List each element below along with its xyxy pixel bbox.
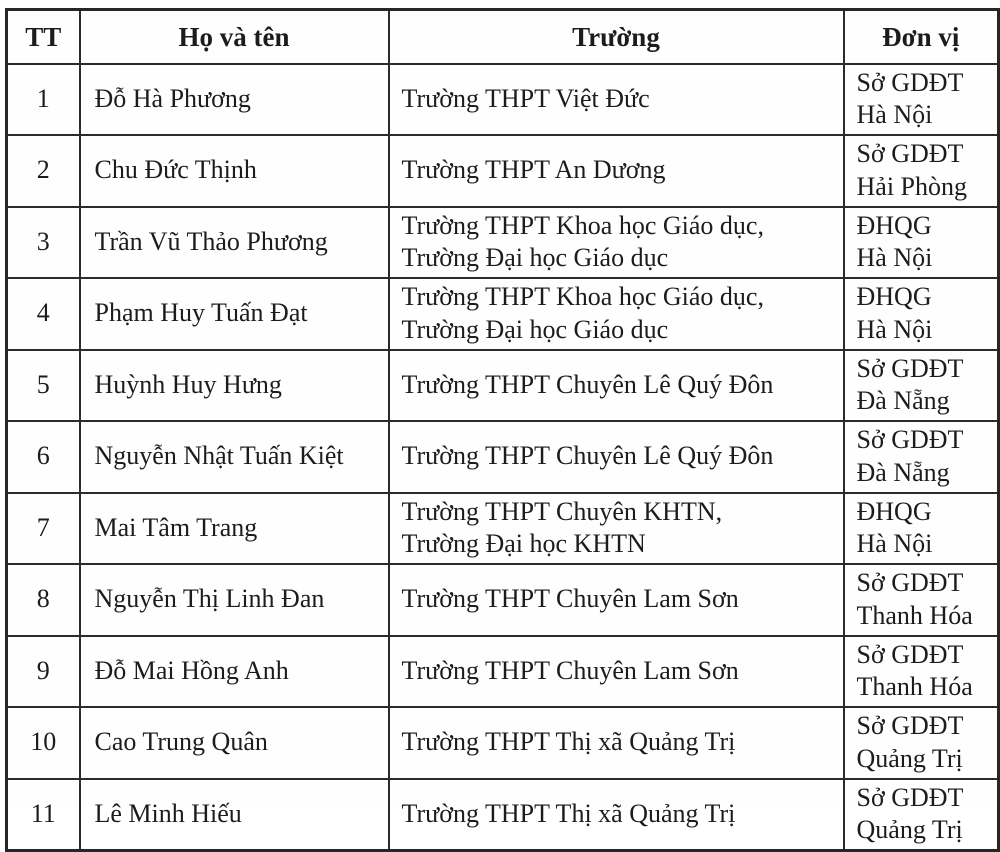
- unit-cell: Sở GDĐT Quảng Trị: [844, 779, 999, 851]
- table-row: [7, 64, 999, 136]
- unit-cell: Sở GDĐT Hải Phòng: [844, 135, 999, 207]
- tt-cell: 3: [7, 207, 80, 279]
- school-cell: Trường THPT Chuyên Lam Sơn: [389, 564, 844, 636]
- school-cell: Trường THPT Chuyên Lê Quý Đôn: [389, 421, 844, 493]
- name-cell: Chu Đức Thịnh: [80, 135, 389, 207]
- school-cell: Trường THPT Chuyên KHTN, Trường Đại học KHTN: [389, 493, 844, 565]
- name-cell: Đỗ Mai Hồng Anh: [80, 636, 389, 708]
- table-row: [7, 350, 999, 422]
- tt-cell: 1: [7, 64, 80, 136]
- column-header-name: Họ và tên: [80, 10, 389, 64]
- table-row: [7, 421, 999, 493]
- name-cell: Nguyễn Nhật Tuấn Kiệt: [80, 421, 389, 493]
- table-row: [7, 636, 999, 708]
- tt-cell: 2: [7, 135, 80, 207]
- column-header-unit: Đơn vị: [844, 10, 999, 64]
- unit-cell: Sở GDĐT Thanh Hóa: [844, 564, 999, 636]
- table-row: [7, 493, 999, 565]
- tt-cell: 9: [7, 636, 80, 708]
- name-cell: Nguyễn Thị Linh Đan: [80, 564, 389, 636]
- tt-cell: 11: [7, 779, 80, 851]
- tt-cell: 8: [7, 564, 80, 636]
- school-cell: Trường THPT Thị xã Quảng Trị: [389, 707, 844, 779]
- name-cell: Mai Tâm Trang: [80, 493, 389, 565]
- school-cell: Trường THPT Khoa học Giáo dục, Trường Đại học Giáo dục: [389, 207, 844, 279]
- school-cell: Trường THPT Chuyên Lê Quý Đôn: [389, 350, 844, 422]
- results-table: [5, 8, 1000, 852]
- table-row: [7, 779, 999, 851]
- name-cell: Phạm Huy Tuấn Đạt: [80, 278, 389, 350]
- name-cell: Trần Vũ Thảo Phương: [80, 207, 389, 279]
- unit-cell: ĐHQG Hà Nội: [844, 493, 999, 565]
- unit-cell: Sở GDĐT Đà Nẵng: [844, 350, 999, 422]
- school-cell: Trường THPT Việt Đức: [389, 64, 844, 136]
- table-row: [7, 278, 999, 350]
- name-cell: Huỳnh Huy Hưng: [80, 350, 389, 422]
- name-cell: Cao Trung Quân: [80, 707, 389, 779]
- unit-cell: Sở GDĐT Thanh Hóa: [844, 636, 999, 708]
- name-cell: Đỗ Hà Phương: [80, 64, 389, 136]
- tt-cell: 6: [7, 421, 80, 493]
- table-header-row: [7, 10, 999, 64]
- table-body: [7, 64, 999, 851]
- unit-cell: ĐHQG Hà Nội: [844, 278, 999, 350]
- tt-cell: 10: [7, 707, 80, 779]
- unit-cell: Sở GDĐT Quảng Trị: [844, 707, 999, 779]
- table-row: [7, 707, 999, 779]
- school-cell: Trường THPT Khoa học Giáo dục, Trường Đại học Giáo dục: [389, 278, 844, 350]
- tt-cell: 7: [7, 493, 80, 565]
- tt-cell: 5: [7, 350, 80, 422]
- unit-cell: Sở GDĐT Đà Nẵng: [844, 421, 999, 493]
- unit-cell: Sở GDĐT Hà Nội: [844, 64, 999, 136]
- table-row: [7, 135, 999, 207]
- column-header-school: Trường: [389, 10, 844, 64]
- table-row: [7, 564, 999, 636]
- column-header-tt: TT: [7, 10, 80, 64]
- table-row: [7, 207, 999, 279]
- school-cell: Trường THPT An Dương: [389, 135, 844, 207]
- school-cell: Trường THPT Thị xã Quảng Trị: [389, 779, 844, 851]
- school-cell: Trường THPT Chuyên Lam Sơn: [389, 636, 844, 708]
- unit-cell: ĐHQG Hà Nội: [844, 207, 999, 279]
- name-cell: Lê Minh Hiếu: [80, 779, 389, 851]
- tt-cell: 4: [7, 278, 80, 350]
